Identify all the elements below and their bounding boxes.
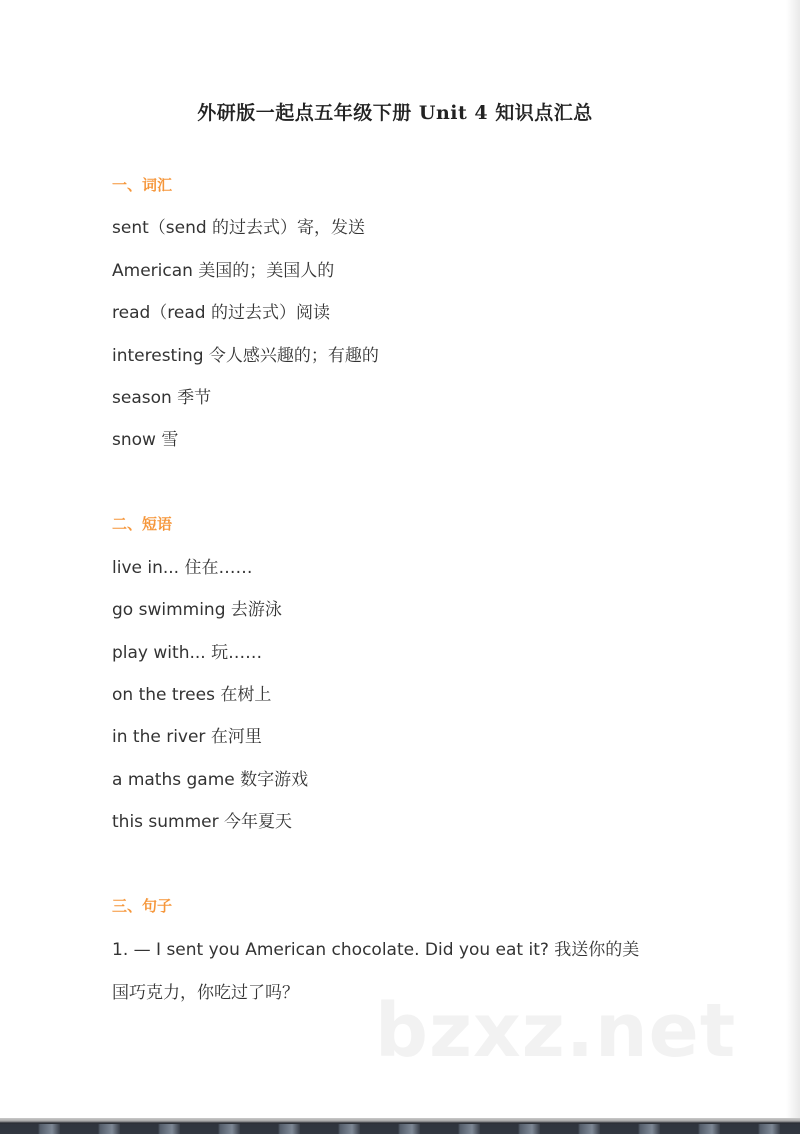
page-title: 外研版一起点五年级下册 Unit 4 知识点汇总 <box>197 102 593 124</box>
vocab-item: American 美国的；美国人的 <box>112 261 335 281</box>
page-edge-shadow <box>786 0 800 1134</box>
phrase-item: in the river 在河里 <box>112 727 262 747</box>
phrase-item: on the trees 在树上 <box>112 685 272 705</box>
section-heading-phrases: 二、短语 <box>112 515 173 533</box>
phrase-item: live in... 住在…… <box>112 558 253 578</box>
background-strip <box>0 1124 800 1134</box>
phrase-item: a maths game 数字游戏 <box>112 770 309 790</box>
sentence-line: 1. — I sent you American chocolate. Did you eat it? 我送你的美 <box>112 940 640 960</box>
vocab-item: season 季节 <box>112 388 212 408</box>
vocab-item: snow 雪 <box>112 430 179 450</box>
vocab-item: interesting 令人感兴趣的；有趣的 <box>112 346 379 366</box>
phrase-item: go swimming 去游泳 <box>112 600 282 620</box>
vocab-item: read（read 的过去式）阅读 <box>112 303 330 323</box>
section-heading-sentences: 三、句子 <box>112 897 173 915</box>
phrase-item: play with... 玩…… <box>112 643 263 663</box>
vocab-item: sent（send 的过去式）寄，发送 <box>112 218 366 238</box>
phrase-item: this summer 今年夏天 <box>112 812 293 832</box>
section-heading-vocabulary: 一、词汇 <box>112 176 173 194</box>
watermark-text: bzxz.net <box>375 988 737 1074</box>
sentence-line: 国巧克力，你吃过了吗？ <box>112 983 299 1003</box>
